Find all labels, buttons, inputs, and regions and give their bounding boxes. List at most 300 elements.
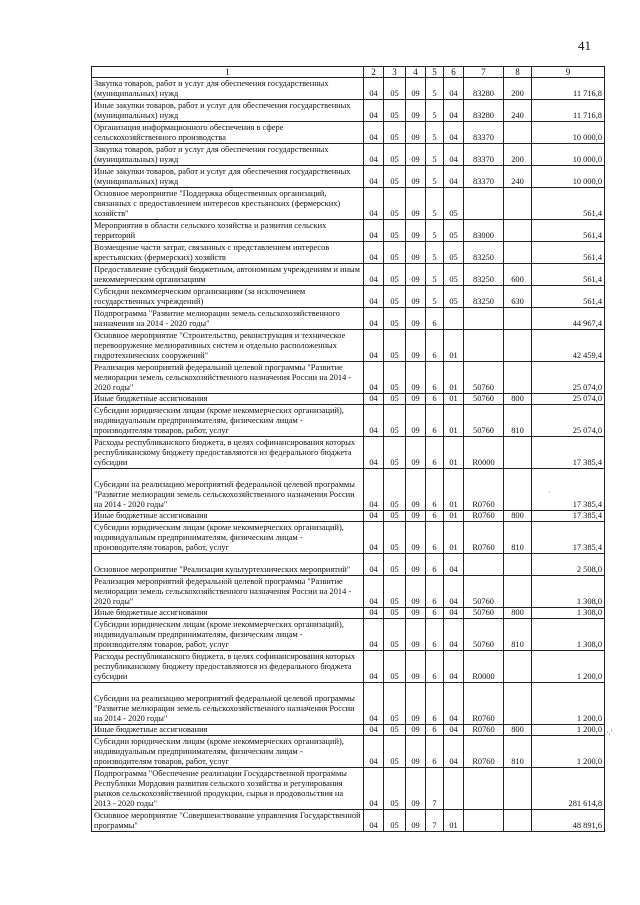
cell-subsection: 05 — [384, 725, 406, 736]
cell-subsection: 05 — [384, 683, 406, 725]
cell-program: 09 — [406, 405, 426, 437]
cell-name: Основное мероприятие "Поддержка общественных организаций, связанных с предоставлением интересов крестьянских (фермерских) хозяйств" — [92, 188, 364, 220]
cell-direction: 83250 — [464, 264, 504, 286]
cell-program: 09 — [406, 308, 426, 330]
cell-event: 04 — [444, 554, 464, 576]
cell-expense-type: 810 — [504, 736, 532, 768]
cell-expense-type: 800 — [504, 511, 532, 522]
cell-name: Подпрограмма "Развитие мелиорации земель сельскохозяйственного назначения на 2014 - 2020 годы" — [92, 308, 364, 330]
table-row — [92, 242, 605, 264]
cell-subsection: 05 — [384, 619, 406, 651]
cell-expense-type — [504, 810, 532, 832]
cell-program: 09 — [406, 736, 426, 768]
cell-amount: 561,4 — [532, 286, 605, 308]
cell-amount: 1 200,0 — [532, 683, 605, 725]
margin-mark: · — [548, 488, 551, 497]
table-row — [92, 286, 605, 308]
cell-subprogram: 5 — [426, 100, 444, 122]
cell-name: Основное мероприятие "Реализация культуртехнических мероприятий" — [92, 554, 364, 576]
cell-amount: 1 308,0 — [532, 576, 605, 608]
cell-section: 04 — [364, 736, 384, 768]
cell-event: 01 — [444, 522, 464, 554]
cell-name: Субсидии на реализацию мероприятий федеральной целевой программы "Развитие мелиорации земель сельскохозяйственного назначения России на 2014 - 2020 годы" — [92, 683, 364, 725]
cell-subsection: 05 — [384, 242, 406, 264]
cell-direction: 50760 — [464, 394, 504, 405]
cell-amount: 25 074,0 — [532, 405, 605, 437]
cell-subsection: 05 — [384, 810, 406, 832]
table-row — [92, 683, 605, 725]
cell-subprogram: 6 — [426, 576, 444, 608]
cell-name: Субсидии юридическим лицам (кроме некоммерческих организаций), индивидуальным предпринимателям, физическим лицам - производителям товаров, работ, услуг — [92, 736, 364, 768]
table-row — [92, 554, 605, 576]
cell-program: 09 — [406, 554, 426, 576]
cell-direction — [464, 330, 504, 362]
cell-event — [444, 768, 464, 810]
cell-event: 01 — [444, 362, 464, 394]
cell-name: Иные бюджетные ассигнования — [92, 511, 364, 522]
cell-amount: 2 508,0 — [532, 554, 605, 576]
cell-subsection: 05 — [384, 576, 406, 608]
cell-amount: 1 200,0 — [532, 736, 605, 768]
cell-name: Иные закупки товаров, работ и услуг для обеспечения государственных (муниципальных) нужд — [92, 166, 364, 188]
cell-direction — [464, 308, 504, 330]
cell-section: 04 — [364, 286, 384, 308]
cell-event: 04 — [444, 576, 464, 608]
cell-direction: 83370 — [464, 144, 504, 166]
cell-section: 04 — [364, 768, 384, 810]
table-row — [92, 810, 605, 832]
cell-direction — [464, 554, 504, 576]
cell-subprogram: 7 — [426, 810, 444, 832]
cell-subsection: 05 — [384, 554, 406, 576]
cell-direction: 83250 — [464, 286, 504, 308]
cell-section: 04 — [364, 264, 384, 286]
table-row — [92, 188, 605, 220]
cell-program: 09 — [406, 511, 426, 522]
cell-section: 04 — [364, 220, 384, 242]
cell-direction: R0760 — [464, 736, 504, 768]
header-cell: 7 — [464, 67, 504, 78]
cell-subsection: 05 — [384, 437, 406, 469]
cell-event: 04 — [444, 736, 464, 768]
cell-expense-type — [504, 188, 532, 220]
cell-program: 09 — [406, 394, 426, 405]
cell-program: 09 — [406, 188, 426, 220]
cell-name: Субсидии на реализацию мероприятий федеральной целевой программы "Развитие мелиорации земель сельскохозяйственного назначения России на 2014 - 2020 годы" — [92, 469, 364, 511]
cell-subprogram: 6 — [426, 651, 444, 683]
cell-expense-type — [504, 469, 532, 511]
cell-section: 04 — [364, 122, 384, 144]
cell-name: Иные закупки товаров, работ и услуг для обеспечения государственных (муниципальных) нужд — [92, 100, 364, 122]
table-row — [92, 437, 605, 469]
cell-section: 04 — [364, 405, 384, 437]
cell-program: 09 — [406, 144, 426, 166]
cell-subsection: 05 — [384, 144, 406, 166]
cell-section: 04 — [364, 100, 384, 122]
cell-direction: 83250 — [464, 242, 504, 264]
cell-subprogram: 6 — [426, 736, 444, 768]
cell-expense-type: 810 — [504, 405, 532, 437]
cell-amount: 10 000,0 — [532, 144, 605, 166]
cell-program: 09 — [406, 522, 426, 554]
cell-subsection: 05 — [384, 264, 406, 286]
cell-subsection: 05 — [384, 608, 406, 619]
cell-amount: 561,4 — [532, 264, 605, 286]
cell-event: 04 — [444, 166, 464, 188]
cell-section: 04 — [364, 725, 384, 736]
cell-subprogram: 6 — [426, 437, 444, 469]
cell-name: Организация информационного обеспечения в сфере сельскохозяйственного производства — [92, 122, 364, 144]
cell-section: 04 — [364, 608, 384, 619]
cell-subsection: 05 — [384, 405, 406, 437]
cell-expense-type: 240 — [504, 166, 532, 188]
cell-expense-type: 200 — [504, 144, 532, 166]
cell-direction: R0760 — [464, 469, 504, 511]
cell-section: 04 — [364, 683, 384, 725]
cell-subsection: 05 — [384, 122, 406, 144]
cell-name: Основное мероприятие "Совершенствование управления Государственной программы" — [92, 810, 364, 832]
cell-subsection: 05 — [384, 362, 406, 394]
cell-subsection: 05 — [384, 308, 406, 330]
cell-name: Реализация мероприятий федеральной целевой программы "Развитие мелиорации земель сельскохозяйственного назначения России на 2014 - 2020 годы" — [92, 362, 364, 394]
cell-program: 09 — [406, 264, 426, 286]
cell-program: 09 — [406, 683, 426, 725]
cell-direction: 83370 — [464, 166, 504, 188]
cell-program: 09 — [406, 576, 426, 608]
cell-program: 09 — [406, 166, 426, 188]
cell-expense-type: 810 — [504, 522, 532, 554]
cell-section: 04 — [364, 619, 384, 651]
cell-program: 09 — [406, 286, 426, 308]
header-cell: 5 — [426, 67, 444, 78]
cell-program: 09 — [406, 725, 426, 736]
cell-subsection: 05 — [384, 220, 406, 242]
cell-program: 09 — [406, 100, 426, 122]
cell-name: Субсидии некоммерческим организациям (за исключением государственных учреждений) — [92, 286, 364, 308]
cell-event: 04 — [444, 144, 464, 166]
cell-direction: R0000 — [464, 651, 504, 683]
cell-event: 05 — [444, 286, 464, 308]
cell-expense-type: 200 — [504, 78, 532, 100]
table-row — [92, 264, 605, 286]
cell-expense-type — [504, 362, 532, 394]
cell-expense-type — [504, 768, 532, 810]
cell-section: 04 — [364, 522, 384, 554]
cell-subprogram: 5 — [426, 242, 444, 264]
table-row — [92, 220, 605, 242]
cell-event: 01 — [444, 511, 464, 522]
cell-subsection: 05 — [384, 469, 406, 511]
cell-program: 09 — [406, 608, 426, 619]
cell-expense-type: 600 — [504, 264, 532, 286]
cell-subsection: 05 — [384, 188, 406, 220]
cell-direction: R0760 — [464, 683, 504, 725]
cell-expense-type — [504, 576, 532, 608]
table-row — [92, 122, 605, 144]
cell-expense-type — [504, 242, 532, 264]
cell-program: 09 — [406, 330, 426, 362]
cell-direction: 50760 — [464, 619, 504, 651]
cell-direction: R0760 — [464, 511, 504, 522]
cell-subprogram: 6 — [426, 308, 444, 330]
cell-name: Расходы республиканского бюджета, в целях софинансирования которых республиканскому бюджету предоставляются из федерального бюджета субсидии — [92, 437, 364, 469]
table-row — [92, 576, 605, 608]
cell-event: 04 — [444, 683, 464, 725]
cell-name: Иные бюджетные ассигнования — [92, 608, 364, 619]
cell-event: 04 — [444, 78, 464, 100]
cell-program: 09 — [406, 768, 426, 810]
cell-subprogram: 5 — [426, 188, 444, 220]
cell-subprogram: 5 — [426, 78, 444, 100]
cell-name: Расходы республиканского бюджета, в целях софинансирования которых республиканскому бюджету предоставляются из федерального бюджета субсидии — [92, 651, 364, 683]
cell-subprogram: 6 — [426, 511, 444, 522]
cell-expense-type: 800 — [504, 725, 532, 736]
cell-event: 05 — [444, 264, 464, 286]
cell-amount: 1 200,0 — [532, 725, 605, 736]
cell-name: Субсидии юридическим лицам (кроме некоммерческих организаций), индивидуальным предпринимателям, физическим лицам - производителям товаров, работ, услуг — [92, 522, 364, 554]
cell-amount: 17 385,4 — [532, 511, 605, 522]
cell-subsection: 05 — [384, 768, 406, 810]
cell-event: 01 — [444, 810, 464, 832]
cell-expense-type: 800 — [504, 394, 532, 405]
cell-program: 09 — [406, 78, 426, 100]
cell-direction: 83000 — [464, 220, 504, 242]
cell-name: Основное мероприятие "Строительство, реконструкция и техническое перевооружение мелиоративных систем и отдельно расположенных гидротехнических сооружений" — [92, 330, 364, 362]
cell-section: 04 — [364, 437, 384, 469]
cell-program: 09 — [406, 122, 426, 144]
cell-program: 09 — [406, 362, 426, 394]
cell-name: Предоставление субсидий бюджетным, автономным учреждениям и иным некоммерческим организациям — [92, 264, 364, 286]
table-row — [92, 100, 605, 122]
cell-amount: 25 074,0 — [532, 362, 605, 394]
cell-event: 05 — [444, 220, 464, 242]
cell-program: 09 — [406, 437, 426, 469]
cell-amount: 17 385,4 — [532, 437, 605, 469]
cell-event: 01 — [444, 469, 464, 511]
cell-section: 04 — [364, 188, 384, 220]
table-row — [92, 608, 605, 619]
cell-subsection: 05 — [384, 166, 406, 188]
cell-name: Возмещение части затрат, связанных с представлением интересов крестьянских (фермерских) хозяйств — [92, 242, 364, 264]
cell-program: 09 — [406, 651, 426, 683]
cell-expense-type — [504, 554, 532, 576]
cell-name: Закупка товаров, работ и услуг для обеспечения государственных (муниципальных) нужд — [92, 78, 364, 100]
cell-subsection: 05 — [384, 651, 406, 683]
cell-subprogram: 6 — [426, 394, 444, 405]
cell-subprogram: 5 — [426, 144, 444, 166]
cell-event: 04 — [444, 651, 464, 683]
cell-subsection: 05 — [384, 100, 406, 122]
cell-subprogram: 7 — [426, 768, 444, 810]
table-header-row — [92, 67, 605, 78]
cell-section: 04 — [364, 554, 384, 576]
cell-subprogram: 5 — [426, 264, 444, 286]
cell-event: 04 — [444, 100, 464, 122]
cell-subsection: 05 — [384, 330, 406, 362]
cell-amount: 561,4 — [532, 220, 605, 242]
cell-amount: 1 200,0 — [532, 651, 605, 683]
cell-amount: 44 967,4 — [532, 308, 605, 330]
cell-section: 04 — [364, 330, 384, 362]
table-row — [92, 619, 605, 651]
cell-section: 04 — [364, 362, 384, 394]
cell-event: 05 — [444, 188, 464, 220]
cell-event: 04 — [444, 619, 464, 651]
table-row — [92, 469, 605, 511]
header-cell: 1 — [92, 67, 364, 78]
cell-expense-type: 800 — [504, 608, 532, 619]
cell-program: 09 — [406, 242, 426, 264]
cell-section: 04 — [364, 144, 384, 166]
header-cell: 4 — [406, 67, 426, 78]
cell-event: 01 — [444, 330, 464, 362]
table-row — [92, 330, 605, 362]
cell-direction — [464, 768, 504, 810]
cell-amount: 10 000,0 — [532, 122, 605, 144]
table-row — [92, 405, 605, 437]
cell-subsection: 05 — [384, 286, 406, 308]
cell-program: 09 — [406, 810, 426, 832]
cell-name: Иные бюджетные ассигнования — [92, 394, 364, 405]
cell-expense-type — [504, 437, 532, 469]
cell-direction: 50760 — [464, 576, 504, 608]
budget-table — [91, 66, 605, 832]
cell-subprogram: 5 — [426, 220, 444, 242]
cell-direction: 83370 — [464, 122, 504, 144]
cell-expense-type: 630 — [504, 286, 532, 308]
cell-event: 05 — [444, 242, 464, 264]
cell-amount: 48 891,6 — [532, 810, 605, 832]
cell-direction — [464, 810, 504, 832]
page-number: 41 — [578, 38, 591, 53]
cell-event: 04 — [444, 122, 464, 144]
cell-subprogram: 5 — [426, 286, 444, 308]
cell-event — [444, 308, 464, 330]
table-row — [92, 394, 605, 405]
cell-expense-type — [504, 683, 532, 725]
cell-amount: 11 716,8 — [532, 78, 605, 100]
cell-amount: 561,4 — [532, 188, 605, 220]
cell-expense-type — [504, 220, 532, 242]
cell-name: Иные бюджетные ассигнования — [92, 725, 364, 736]
cell-subprogram: 6 — [426, 683, 444, 725]
cell-subprogram: 5 — [426, 122, 444, 144]
header-cell: 8 — [504, 67, 532, 78]
cell-name: Субсидии юридическим лицам (кроме некоммерческих организаций), индивидуальным предпринимателям, физическим лицам - производителям товаров, работ, услуг — [92, 619, 364, 651]
table-row — [92, 768, 605, 810]
cell-name: Подпрограмма "Обеспечение реализации Государственной программы Республики Мордовия развития сельского хозяйства и регулирования рынков сельскохозяйственной продукции, сырья и продовольствия на 2013 - 2020 годы" — [92, 768, 364, 810]
cell-amount: 10 000,0 — [532, 166, 605, 188]
cell-amount: 281 614,8 — [532, 768, 605, 810]
cell-subprogram: 6 — [426, 725, 444, 736]
cell-subsection: 05 — [384, 394, 406, 405]
header-cell: 9 — [532, 67, 605, 78]
cell-expense-type: 810 — [504, 619, 532, 651]
cell-event: 01 — [444, 405, 464, 437]
cell-event: 01 — [444, 437, 464, 469]
cell-amount: 1 308,0 — [532, 608, 605, 619]
cell-direction: R0760 — [464, 522, 504, 554]
table-row — [92, 166, 605, 188]
cell-amount: 561,4 — [532, 242, 605, 264]
table-row — [92, 736, 605, 768]
cell-direction: 83280 — [464, 78, 504, 100]
header-cell: 2 — [364, 67, 384, 78]
cell-name: Субсидии юридическим лицам (кроме некоммерческих организаций), индивидуальным предпринимателям, физическим лицам - производителям товаров, работ, услуг — [92, 405, 364, 437]
cell-expense-type — [504, 122, 532, 144]
cell-subprogram: 6 — [426, 619, 444, 651]
cell-section: 04 — [364, 166, 384, 188]
cell-direction: 83280 — [464, 100, 504, 122]
cell-direction: R0760 — [464, 725, 504, 736]
table-row — [92, 511, 605, 522]
table-row — [92, 522, 605, 554]
header-cell: 3 — [384, 67, 406, 78]
cell-direction: 50760 — [464, 362, 504, 394]
cell-event: 04 — [444, 725, 464, 736]
cell-subprogram: 6 — [426, 362, 444, 394]
cell-subprogram: 6 — [426, 554, 444, 576]
cell-amount: 25 074,0 — [532, 394, 605, 405]
cell-subprogram: 6 — [426, 522, 444, 554]
cell-subsection: 05 — [384, 522, 406, 554]
cell-subsection: 05 — [384, 78, 406, 100]
cell-subprogram: 5 — [426, 166, 444, 188]
cell-event: 04 — [444, 608, 464, 619]
cell-section: 04 — [364, 810, 384, 832]
cell-direction: R0000 — [464, 437, 504, 469]
table-row — [92, 308, 605, 330]
cell-section: 04 — [364, 469, 384, 511]
cell-direction — [464, 188, 504, 220]
cell-program: 09 — [406, 619, 426, 651]
table-row — [92, 651, 605, 683]
cell-amount: 11 716,8 — [532, 100, 605, 122]
cell-subprogram: 6 — [426, 608, 444, 619]
cell-direction: 50760 — [464, 405, 504, 437]
cell-expense-type — [504, 308, 532, 330]
cell-subprogram: 6 — [426, 330, 444, 362]
cell-subsection: 05 — [384, 511, 406, 522]
cell-name: Реализация мероприятий федеральной целевой программы "Развитие мелиорации земель сельскохозяйственного назначения России на 2014 - 2020 годы" — [92, 576, 364, 608]
cell-program: 09 — [406, 469, 426, 511]
cell-subprogram: 6 — [426, 469, 444, 511]
cell-amount: 42 459,4 — [532, 330, 605, 362]
cell-program: 09 — [406, 220, 426, 242]
cell-subsection: 05 — [384, 736, 406, 768]
cell-amount: 1 308,0 — [532, 619, 605, 651]
cell-amount: 17 385,4 — [532, 469, 605, 511]
table-row — [92, 362, 605, 394]
cell-amount: 17 385,4 — [532, 522, 605, 554]
cell-section: 04 — [364, 242, 384, 264]
cell-subprogram: 6 — [426, 405, 444, 437]
cell-section: 04 — [364, 576, 384, 608]
cell-section: 04 — [364, 78, 384, 100]
cell-expense-type — [504, 651, 532, 683]
cell-name: Мероприятия в области сельского хозяйства и развития сельских территорий — [92, 220, 364, 242]
cell-expense-type — [504, 330, 532, 362]
table-row — [92, 78, 605, 100]
header-cell: 6 — [444, 67, 464, 78]
table-row — [92, 144, 605, 166]
cell-section: 04 — [364, 308, 384, 330]
margin-mark: ·.' — [606, 728, 613, 737]
cell-section: 04 — [364, 511, 384, 522]
cell-expense-type: 240 — [504, 100, 532, 122]
cell-event: 01 — [444, 394, 464, 405]
table-row — [92, 725, 605, 736]
